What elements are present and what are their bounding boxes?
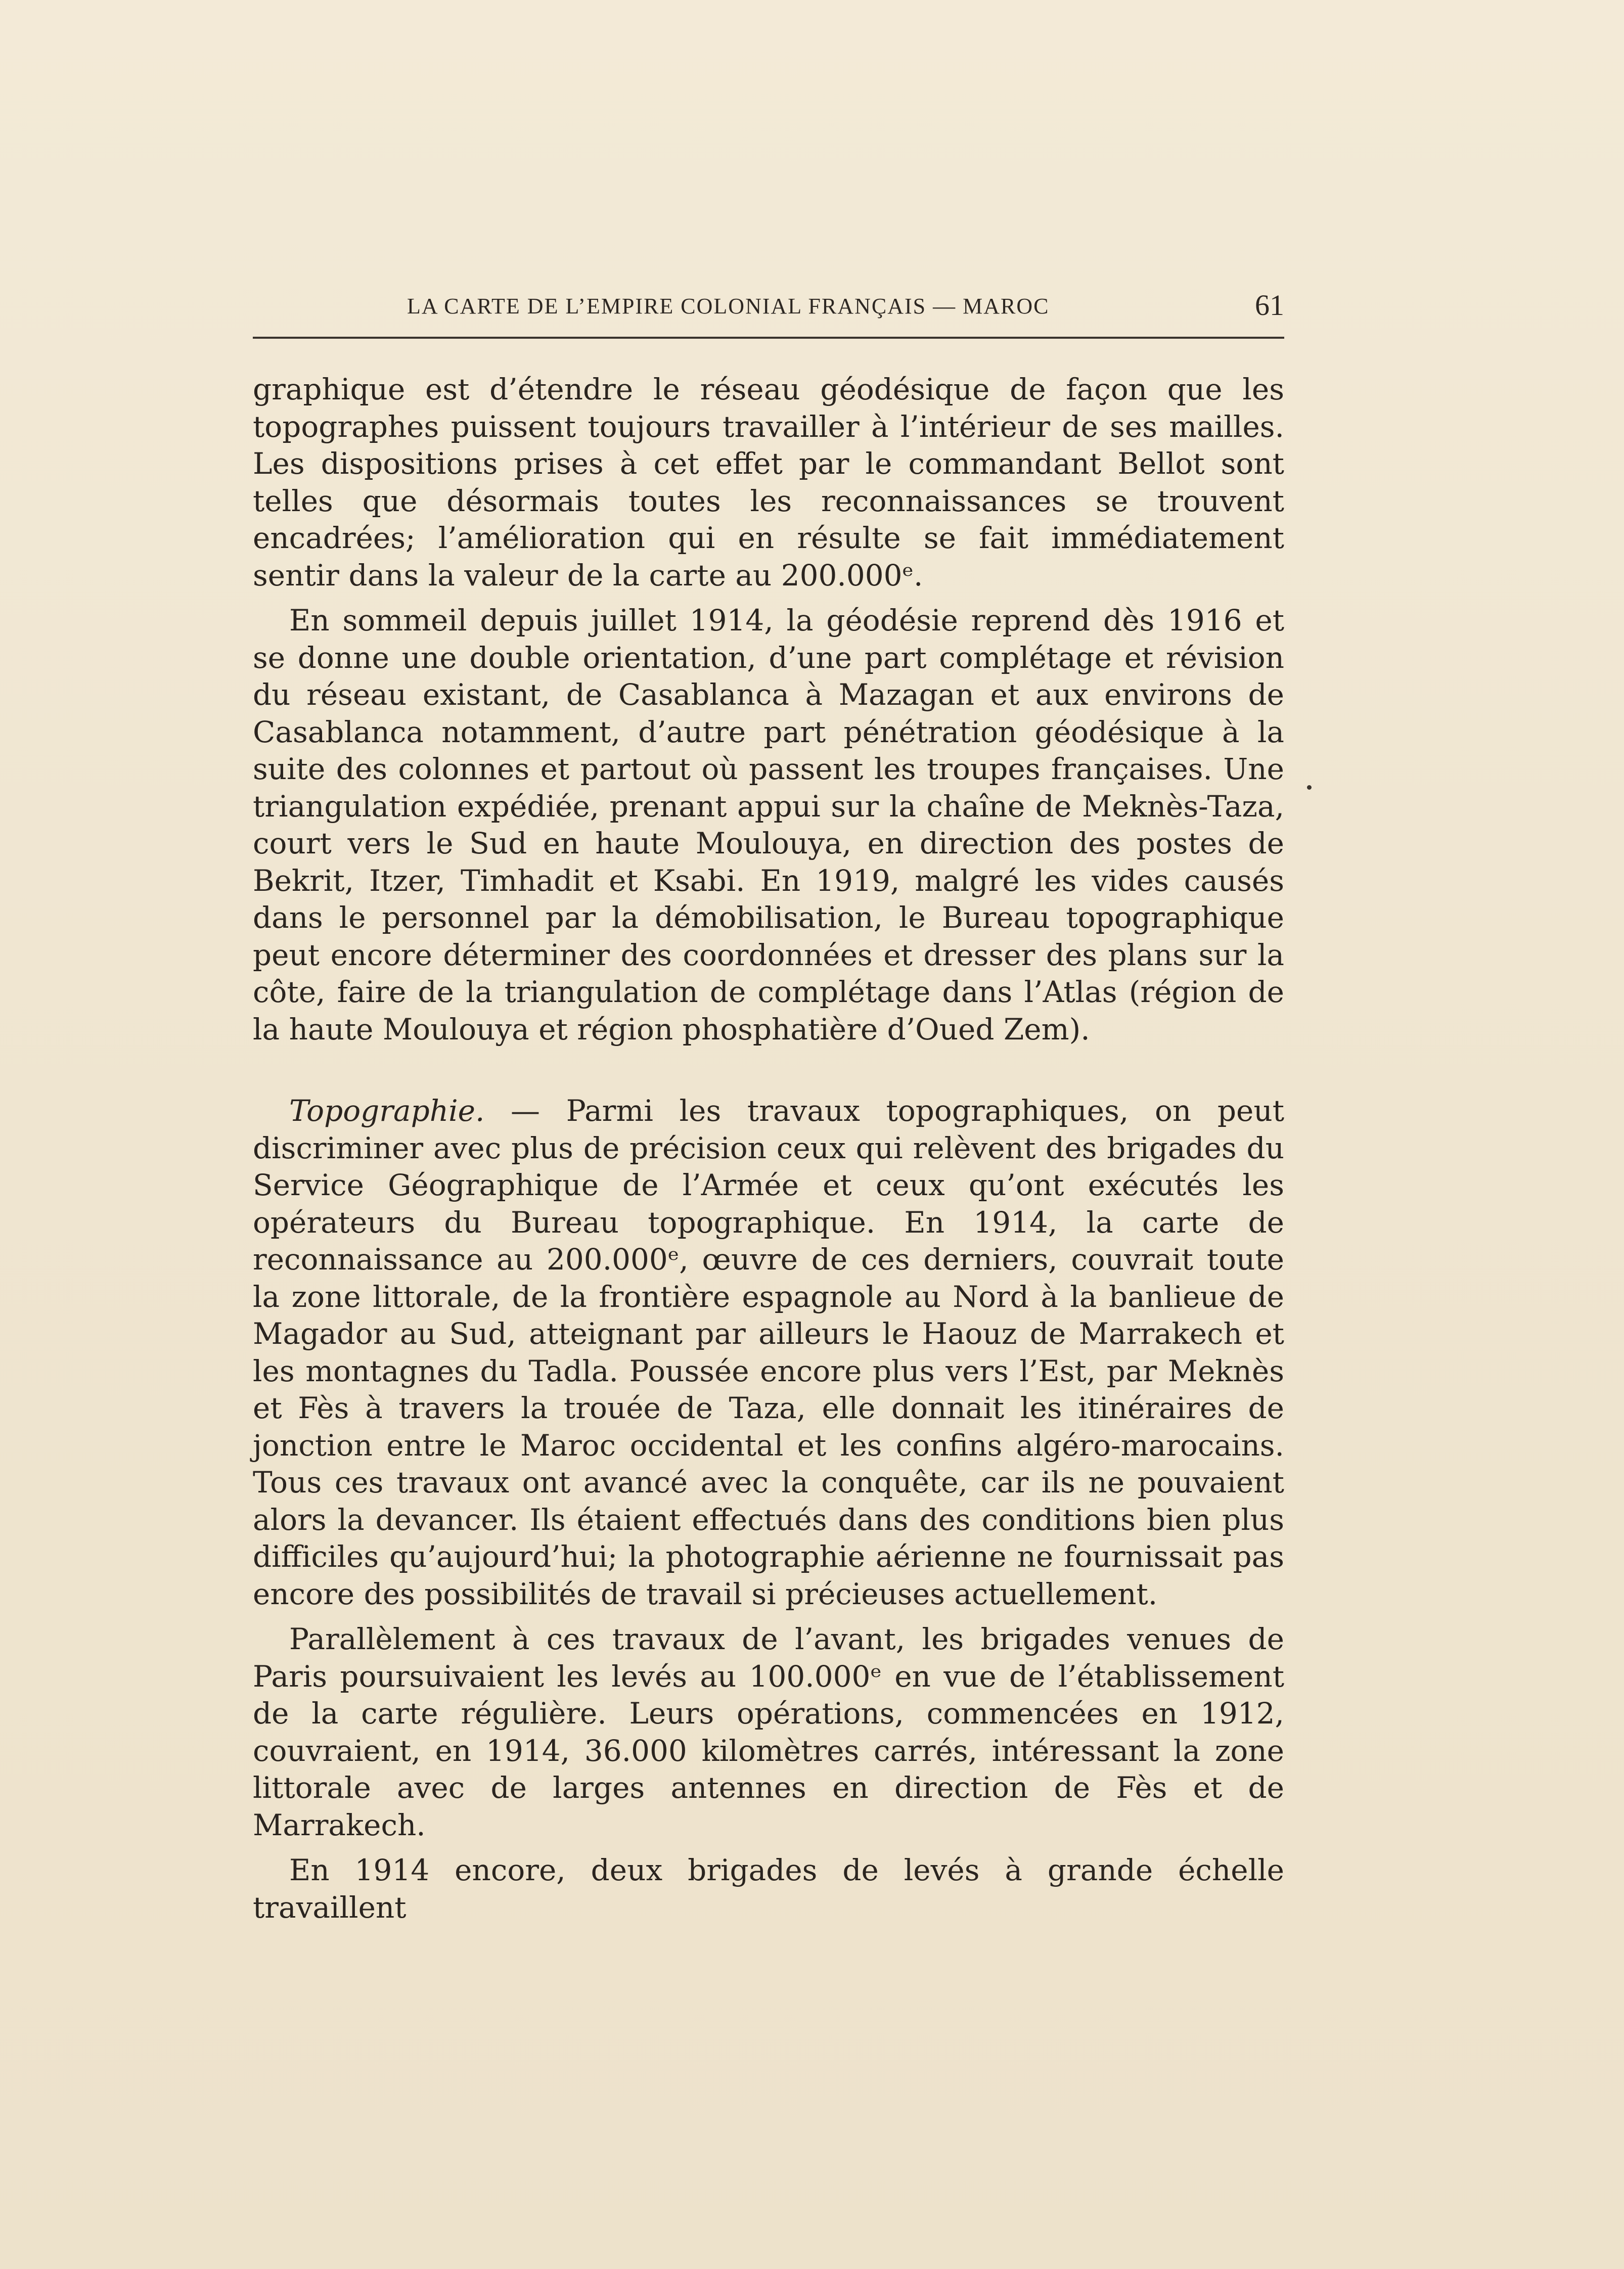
- section-heading: Topographie.: [289, 1094, 485, 1128]
- paragraph-topographie-text: Parmi les travaux topographiques, on peut discriminer avec plus de précision ceux qui relèvent des brigades du Service Géographique de l’Armée et ceux qu’ont exécutés les opérateurs du Bureau topographique. En 1914, la carte de reconnaissance au 200.000ᵉ, œuvre de ces derniers, couvrait toute la zone littorale, de la frontière espagnole au Nord à la banlieue de Magador au Sud, atteignant par ailleurs le Haouz de Marrakech et les montagnes du Tadla. Poussée encore plus vers l’Est, par Meknès et Fès à travers la trouée de Taza, elle donnait les itinéraires de jonction entre le Maroc occidental et les confins algéro-marocains. Tous ces travaux ont avancé avec la conquête, car ils ne pouvaient alors la devancer. Ils étaient effectués dans des conditions bien plus difficiles qu’aujourd’hui; la photographie aérienne ne fournissait pas encore des possibilités de travail si précieuses actuellement.: [253, 1094, 1285, 1611]
- running-title: LA CARTE DE L’EMPIRE COLONIAL FRANÇAIS — MAROC: [407, 294, 1050, 319]
- page-number: 61: [1255, 289, 1284, 322]
- paragraph-geodesie: En sommeil depuis juillet 1914, la géodésie reprend dès 1916 et se donne une double orientation, d’une part complétage et révision du réseau existant, de Casablanca à Mazagan et aux environs de Casablanca notamment, d’autre part pénétration géodésique à la suite des colonnes et partout où passent les troupes françaises. Une triangulation expédiée, prenant appui sur la chaîne de Meknès-Taza, court vers le Sud en haute Moulouya, en direction des postes de Bekrit, Itzer, Timhadit et Ksabi. En 1919, malgré les vides causés dans le personnel par la démobilisation, le Bureau topographique peut encore déterminer des coordonnées et dresser des plans sur la côte, faire de la triangulation de complétage dans l’Atlas (région de la haute Moulouya et région phosphatière d’Oued Zem).: [253, 603, 1284, 1047]
- paragraph-topographie: [253, 1093, 1284, 1613]
- body-text: [253, 371, 1284, 1926]
- section-dash: —: [484, 1094, 566, 1128]
- paragraph-paralellement: Parallèlement à ces travaux de l’avant, les brigades venues de Paris poursuivaient les levés au 100.000ᵉ en vue de l’établissement de la carte régulière. Leurs opérations, commencées en 1912, couvraient, en 1914, 36.000 kilomètres carrés, intéressant la zone littorale avec de larges antennes en direction de Fès et de Marrakech.: [253, 1622, 1284, 1842]
- header-rule: [253, 337, 1284, 339]
- page-header: [253, 288, 1284, 329]
- paragraph-1914-encore: En 1914 encore, deux brigades de levés à grande échelle travaillent: [253, 1853, 1284, 1925]
- paragraph-continuation: graphique est d’étendre le réseau géodésique de façon que les topographes puissent toujours travailler à l’intérieur de ses mailles. Les dispositions prises à cet effet par le commandant Bellot sont telles que désormais toutes les reconnaissances se trouvent encadrées; l’amélioration qui en résulte se fait immédiatement sentir dans la valeur de la carte au 200.000ᵉ.: [253, 372, 1284, 593]
- margin-mark: [1307, 785, 1312, 790]
